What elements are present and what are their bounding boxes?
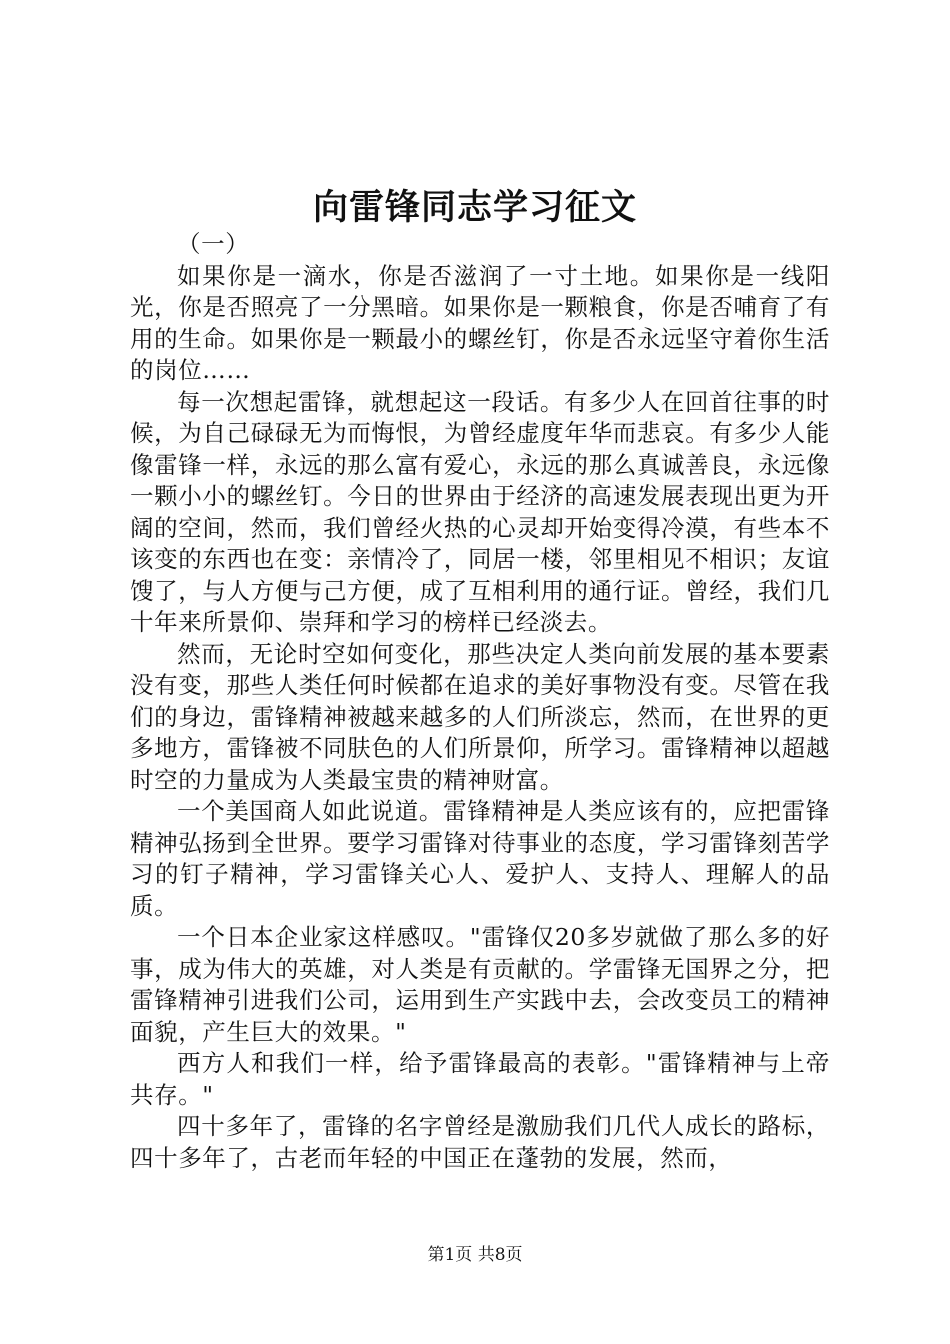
document-title: 向雷锋同志学习征文: [312, 187, 637, 228]
paragraph: 一个美国商人如此说道。雷锋精神是人类应该有的，应把雷锋精神弘扬到全世界。要学习雷锋对待事业的态度，学习雷锋刻苦学习的钉子精神，学习雷锋关心人、爱护人、支持人、理解人的品质。: [130, 797, 830, 920]
document-body: [130, 229, 830, 1174]
paragraph: 四十多年了，雷锋的名字曾经是激励我们几代人成长的路标，四十多年了，古老而年轻的中国正在蓬勃的发展，然而，: [130, 1112, 830, 1172]
paragraph: 一个日本企业家这样感叹。"雷锋仅20多岁就做了那么多的好事，成为伟大的英雄，对人类是有贡献的。学雷锋无国界之分，把雷锋精神引进我们公司，运用到生产实践中去，会改变员工的精神面貌，产生巨大的效果。": [130, 923, 830, 1046]
paragraph: 如果你是一滴水，你是否滋润了一寸土地。如果你是一线阳光，你是否照亮了一分黑暗。如果你是一颗粮食，你是否哺育了有用的生命。如果你是一颗最小的螺丝钉，你是否永远坚守着你生活的岗位……: [130, 261, 830, 384]
page-footer: 第1页 共8页: [427, 1245, 523, 1265]
paragraph: 西方人和我们一样，给予雷锋最高的表彰。"雷锋精神与上帝共存。": [130, 1049, 830, 1109]
paragraph: 每一次想起雷锋，就想起这一段话。有多少人在回首往事的时候，为自己碌碌无为而悔恨，为曾经虚度年华而悲哀。有多少人能像雷锋一样，永远的那么富有爱心，永远的那么真诚善良，永远像一颗小小的螺丝钉。今日的世界由于经济的高速发展表现出更为开阔的空间，然而，我们曾经火热的心灵却开始变得冷漠，有些本不该变的东西也在变：亲情冷了，同居一楼，邻里相见不相识；友谊馊了，与人方便与己方便，成了互相利用的通行证。曾经，我们几十年来所景仰、崇拜和学习的榜样已经淡去。: [130, 387, 830, 636]
section-marker: （一）: [177, 230, 250, 258]
paragraph: 然而，无论时空如何变化，那些决定人类向前发展的基本要素没有变，那些人类任何时候都在追求的美好事物没有变。尽管在我们的身边，雷锋精神被越来越多的人们所淡忘，然而，在世界的更多地方，雷锋被不同肤色的人们所景仰，所学习。雷锋精神以超越时空的力量成为人类最宝贵的精神财富。: [130, 639, 830, 794]
